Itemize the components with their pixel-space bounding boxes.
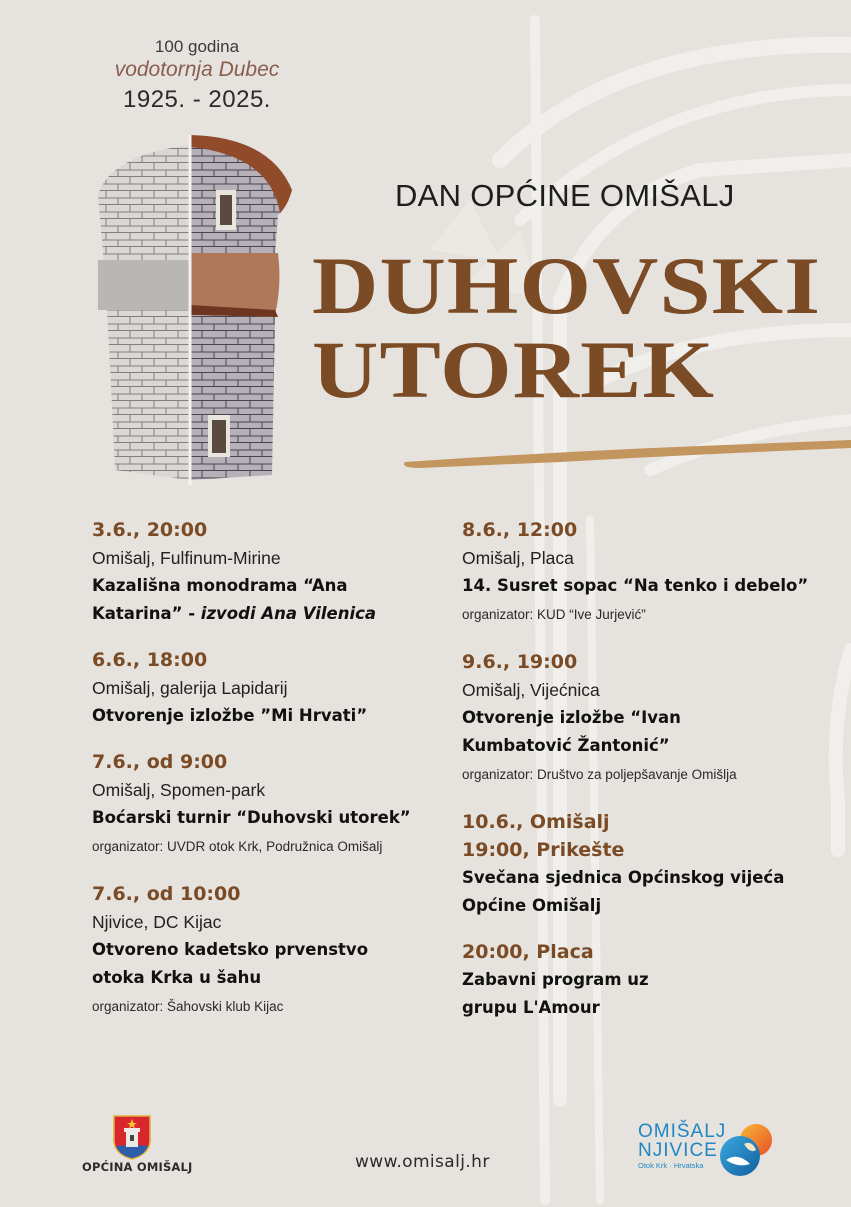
event-date: 9.6., 19:00 [462, 651, 578, 673]
coat-of-arms-icon [112, 1114, 152, 1160]
event-item [462, 938, 822, 1022]
tourism-logo-line1: OMIŠALJ [638, 1121, 727, 1142]
municipality-label: OPĆINA OMIŠALJ [82, 1160, 193, 1174]
tourism-logo [638, 1122, 778, 1178]
event-organizer: organizator: Društvo za poljepšavanje Omišlja [462, 767, 737, 782]
event-title: Otvorenje izložbe “Ivan Kumbatović Žantonić” [462, 708, 681, 755]
event-location: Omišalj, Placa [462, 548, 574, 568]
anniversary-block [92, 36, 302, 118]
tourism-logo-line3: Otok Krk · Hrvatska [638, 1161, 704, 1170]
event-organizer: organizator: UVDR otok Krk, Podružnica Omišalj [92, 839, 383, 854]
event-title: Svečana sjednica Općinskog vijeća Općine Omišalj [462, 868, 785, 915]
event-location: Omišalj, Fulfinum-Mirine [92, 548, 281, 568]
event-title: Zabavni program uz grupu L'Amour [462, 970, 649, 1017]
event-location: Omišalj, Spomen-park [92, 780, 266, 800]
event-organizer: organizator: Šahovski klub Kijac [92, 999, 284, 1014]
title-line2: UTOREK [312, 324, 716, 415]
event-item [462, 808, 822, 920]
event-item [92, 880, 452, 1022]
event-time-place: 19:00, Prikešte [462, 839, 625, 861]
events-column-left [92, 516, 452, 1040]
event-organizer: organizator: KUD “Ive Jurjević” [462, 607, 646, 622]
event-date: 3.6., 20:00 [92, 519, 208, 541]
anniversary-line2: vodotornja Dubec [114, 58, 280, 81]
website-link[interactable]: www.omisalj.hr [355, 1152, 490, 1172]
event-performer: izvodi Ana Vilenica [200, 604, 377, 623]
event-title: Otvoreno kadetsko prvenstvo otoka Krka u šahu [92, 940, 369, 987]
sun-sea-logo-icon [716, 1122, 778, 1178]
event-title: Boćarski turnir “Duhovski utorek” [92, 808, 411, 827]
event-item [92, 516, 452, 628]
events-column-right [462, 516, 822, 1040]
tourism-logo-line2: NJIVICE [638, 1140, 718, 1161]
brush-stroke-divider [400, 432, 851, 472]
anniversary-years: 1925. - 2025. [123, 86, 271, 113]
water-tower-illustration [70, 135, 300, 485]
page-subtitle: DAN OPĆINE OMIŠALJ [395, 178, 735, 213]
event-date: 6.6., 18:00 [92, 649, 208, 671]
event-date: 20:00, Placa [462, 941, 594, 963]
event-date: 8.6., 12:00 [462, 519, 578, 541]
event-item [462, 648, 822, 790]
event-item [92, 748, 452, 862]
event-date: 7.6., od 9:00 [92, 751, 228, 773]
event-title: Otvorenje izložbe ”Mi Hrvati” [92, 706, 368, 725]
title-line1: DUHOVSKI [312, 240, 822, 331]
event-title: Kazališna monodrama “Ana Katarina” - izvodi Ana Vilenica [92, 576, 377, 623]
event-title: 14. Susret sopac “Na tenko i debelo” [462, 576, 809, 595]
event-location: Omišalj, Vijećnica [462, 680, 600, 700]
event-item [462, 516, 822, 630]
event-date: 7.6., od 10:00 [92, 883, 241, 905]
page-title [312, 240, 822, 415]
event-location: Omišalj, galerija Lapidarij [92, 678, 288, 698]
event-location: Njivice, DC Kijac [92, 912, 222, 932]
event-date: 10.6., Omišalj [462, 811, 610, 833]
event-item [92, 646, 452, 730]
anniversary-line1: 100 godina [154, 37, 240, 56]
